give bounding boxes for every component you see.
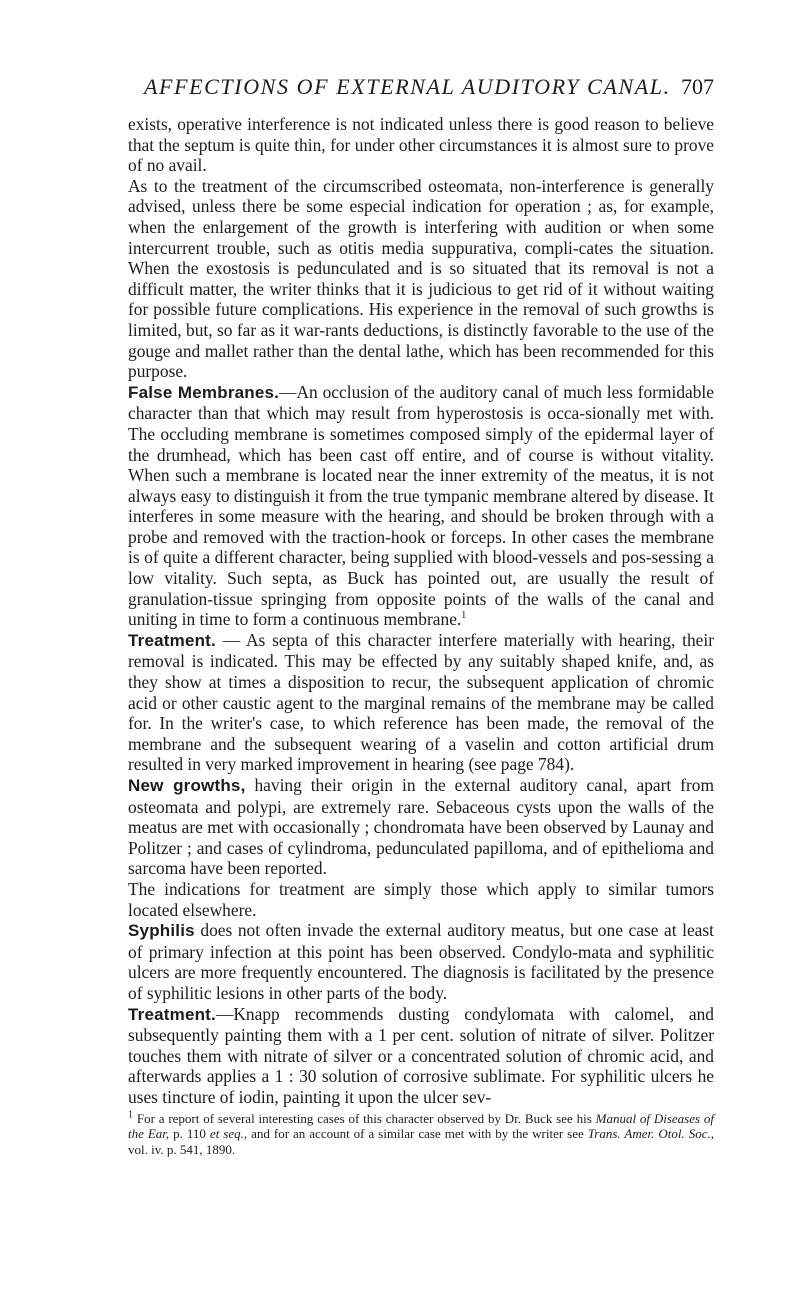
footnote: $^1$ For a report of several interesting cases of this character observed by Dr. Buck see his Manual of Diseases of the Ear, p. 110 et seq., and for an account of a similar case met with by the writer see Trans. Amer. Otol. Soc., vol. iv. p. 541, 1890. [128,1109,714,1157]
running-title: AFFECTIONS OF EXTERNAL AUDITORY CANAL. [144,74,671,99]
footnote-marker: 1 [128,1109,133,1121]
footnote-journal-title: Trans. Amer. Otol. Soc., [587,1126,714,1141]
footnote-book-title: Manual of Diseases of the Ear, [128,1110,714,1141]
paragraph-new-growths: New growths, having their origin in the external auditory canal, apart from osteomata and polypi, are extremely rare. Sebaceous cysts upon the walls of the meatus are met with occasionally ; chondromata have been observed by Launay and Politzer ; and cases of cylindroma, pedunculated papilloma, and of epithelioma and sarcoma have been reported. [128,775,714,879]
running-head [128,72,714,102]
paragraph-septum: exists, operative interference is not indicated unless there is good reason to believe that the septum is quite thin, for under other circumstances it is almost sure to prove of no avail. [128,114,714,176]
paragraph-false-membranes: False Membranes.—An occlusion of the auditory canal of much less formidable character than that which may result from hyperostosis is occa-sionally met with. The occluding membrane is sometimes composed simply of the epidermal layer of the drumhead, which has been cast off entire, and of course is without vitality. When such a membrane is located near the inner extremity of the meatus, it is not always easy to distinguish it from the true tympanic membrane altered by disease. It interferes in some measure with the hearing, and should be broken through with a probe and removed with the traction-hook or forceps. In other cases the membrane is of quite a different character, being supplied with blood-vessels and pos-sessing a low vitality. Such septa, as Buck has pointed out, are usually the result of granulation-tissue springing from opposite points of the walls of the canal and uniting in time to form a continuous membrane.$^1$ [128,381,714,630]
section-heading-treatment-2: Treatment. [128,1004,216,1024]
book-page [128,72,714,1157]
section-heading-syphilis: Syphilis [128,921,195,941]
paragraph-membranes-treatment: Treatment. — As septa of this character interfere materially with hearing, their removal is indicated. This may be effected by any suitably shaped knife, and, as they show at times a disposition to recur, the subsequent application of chromic acid or other caustic agent to the marginal remains of the membrane may be called for. In the writer's case, to which reference has been made, the removal of the membrane and the subsequent wearing of a vaselin and cotton artificial drum resulted in very marked improvement in hearing (see page 784). [128,629,714,775]
footnote-reference: 1 [461,610,467,622]
paragraph-syphilis-treatment: Treatment.—Knapp recommends dusting condylomata with calomel, and subsequently painting them with a 1 per cent. solution of nitrate of silver. Politzer touches them with nitrate of silver or a concentrated solution of chromic acid, and afterwards applies a 1 : 30 solution of corrosive sublimate. For syphilitic ulcers he uses tincture of iodin, painting it upon the ulcer sev- [128,1003,714,1107]
section-heading-new-growths: New growths, [128,776,246,795]
page-number: 707 [681,74,714,99]
paragraph-indications: The indications for treatment are simply those which apply to similar tumors located elsewhere. [128,878,714,920]
section-heading-false-membranes: False Membranes. [128,382,280,402]
paragraph-osteomata-treatment: As to the treatment of the circumscribed osteomata, non-interference is generally advised, unless there be some especial indication for operation ; as, for example, when the enlargement of the growth is interfering with audition or when some intercurrent trouble, such as otitis media suppurativa, compli-cates the situation. When the exostosis is pedunculated and is so situated that its removal is not a difficult matter, the writer thinks that it is judicious to get rid of it without waiting for possible future complications. His experience in the removal of such growths is limited, but, so far as it war-rants deductions, is distinctly favorable to the use of the gouge and mallet rather than the dental lathe, which has been recommended for this purpose. [128,175,714,382]
paragraph-syphilis: Syphilis does not often invade the external auditory meatus, but one case at least of primary infection at this point has been observed. Condylo-mata and syphilitic ulcers are more frequently encountered. The diagnosis is facilitated by the presence of syphilitic lesions in other parts of the body. [128,920,714,1003]
body-text [128,114,714,1108]
section-heading-treatment-1: Treatment. [128,630,216,650]
